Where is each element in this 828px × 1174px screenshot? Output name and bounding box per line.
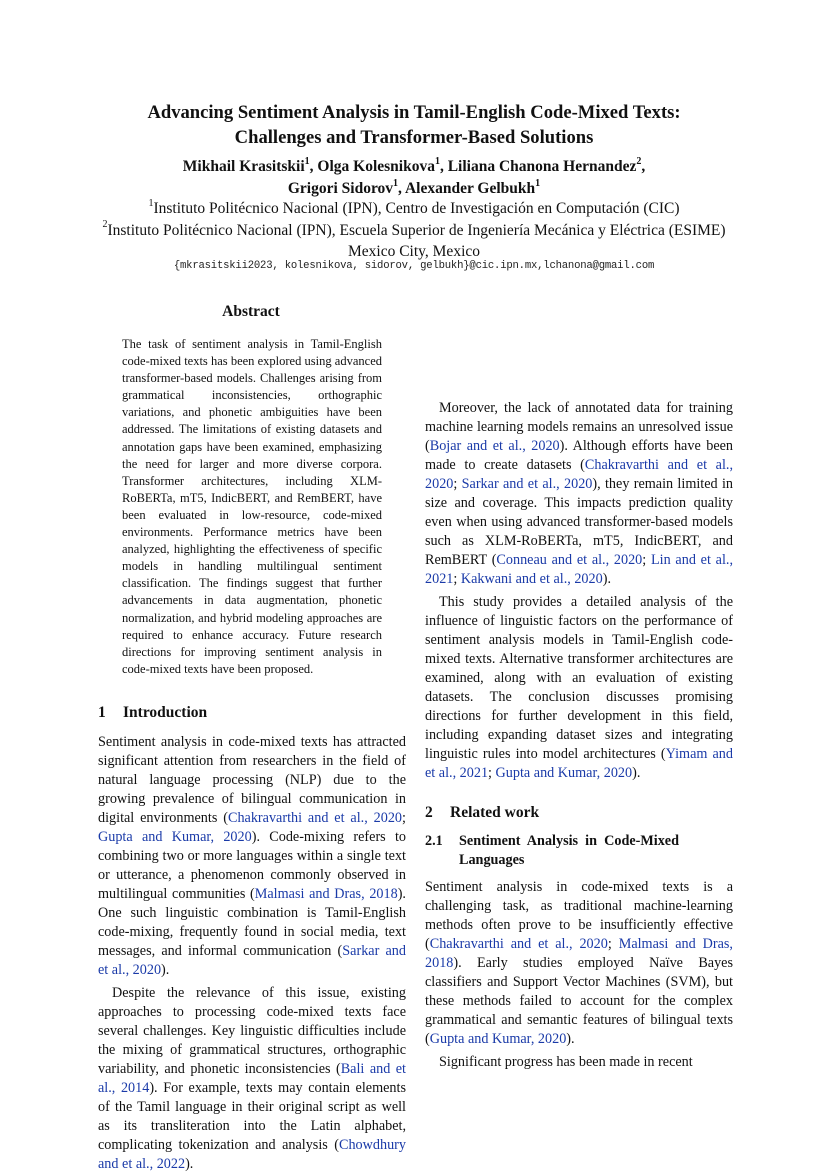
section-heading-introduction — [98, 703, 406, 722]
affiliation-number: 1 — [148, 197, 154, 209]
citation-link[interactable]: Conneau and et al., 2020 — [496, 552, 643, 568]
left-column — [98, 704, 406, 1174]
intro-paragraph-1: Sentiment analysis in code-mixed texts has attracted significant attention from researchers in the field of natural language processing (NLP) due to the growing prevalence of bilingual communication in digital environments (Chakravarthi and et al., 2020; Gupta and Kumar, 2020). Code-mixing refers to combining two or more languages within a single text or utterance, a phenomenon commonly observed in multilingual communities (Malmasi and Dras, 2018). One such linguistic combination is Tamil-English code-mixing, frequently found in social media, text messages, and informal communication (Sarkar and et al., 2020). — [98, 734, 406, 978]
paper-title — [0, 100, 828, 150]
intro-paragraph-2: Despite the relevance of this issue, existing approaches to processing code-mixed texts face several challenges. Key linguistic difficulties include the mixing of grammatical structures, orthographic variability, and phonetic inconsistencies (Bali and et al., 2014). For example, texts may contain elements of the Tamil language in their original script as well as its transliteration into the Latin alphabet, complicating tokenization and analysis (Chowdhury and et al., 2022). — [98, 985, 406, 1172]
author-name: Olga Kolesnikova — [317, 158, 435, 175]
author-affiliation-mark: 1 — [393, 177, 399, 189]
section-title: Introduction — [123, 704, 208, 721]
citation-link[interactable]: Kakwani and et al., 2020 — [460, 571, 603, 587]
abstract-heading: Abstract — [222, 303, 280, 320]
author-list — [0, 156, 828, 200]
citation-link[interactable]: Yimam and et al., 2021 — [425, 746, 733, 781]
author-affiliation-mark: 1 — [434, 155, 440, 167]
affiliation-text: Instituto Politécnico Nacional (IPN), Escuela Superior de Ingeniería Mecánica y Eléctrica (ESIME) — [107, 221, 726, 239]
related-paragraph-2: Significant progress has been made in recent — [439, 1054, 693, 1070]
author-name: Grigori Sidorov — [287, 180, 394, 197]
affiliation-1 — [0, 198, 828, 220]
related-paragraph-1: Sentiment analysis in code-mixed texts is a challenging task, as traditional machine-learning methods often prove to be insufficiently effective (Chakravarthi and et al., 2020; Malmasi and Dras, 2018). Early studies employed Naïve Bayes classifiers and Support Vector Machines (SVM), but these methods failed to account for the complex grammatical and semantic features of bilingual texts (Gupta and Kumar, 2020). — [425, 879, 733, 1047]
author-affiliation-mark: 1 — [304, 155, 310, 167]
section-number: 2 — [425, 804, 433, 821]
citation-link[interactable]: Chowdhury and et al., 2022 — [98, 1137, 406, 1172]
right-column-content — [425, 399, 733, 1072]
citation-link[interactable]: Sarkar and et al., 2020 — [98, 943, 406, 978]
subsection-title: Sentiment Analysis in Code-Mixed Languages — [459, 833, 679, 868]
affiliation-2 — [0, 220, 828, 242]
citation-link[interactable]: Gupta and Kumar, 2020 — [429, 1031, 567, 1047]
citation-link[interactable]: Malmasi and Dras, 2018 — [425, 936, 733, 971]
citation-link[interactable]: Sarkar and et al., 2020 — [461, 476, 593, 492]
author-affiliation-mark: 2 — [636, 155, 642, 167]
subsection-number: 2.1 — [425, 833, 443, 849]
section-number: 1 — [98, 704, 106, 721]
intro-paragraph-4: This study provides a detailed analysis of the influence of linguistic factors on the performance of sentiment analysis models in Tamil-English code-mixed texts. Alternative transformer architectures are examined, along with an evaluation of existing datasets. The conclusion discusses promising directions for further development in this field, including expanding dataset sizes and integrating linguistic rules into model architectures (Yimam and et al., 2021; Gupta and Kumar, 2020). — [425, 594, 733, 781]
author-name: Alexander Gelbukh — [404, 180, 536, 197]
citation-link[interactable]: Gupta and Kumar, 2020 — [495, 765, 633, 781]
citation-link[interactable]: Lin and et al., 2021 — [425, 552, 733, 587]
author-emails: {mkrasitskii2023, kolesnikova, sidorov, gelbukh}@cic.ipn.mx,lchanona@gmail.com — [173, 260, 655, 272]
author-affiliation-mark: 1 — [535, 177, 541, 189]
citation-link[interactable]: Malmasi and Dras, 2018 — [254, 886, 398, 902]
intro-paragraph-3: Moreover, the lack of annotated data for training machine learning models remains an unresolved issue (Bojar and et al., 2020). Although efforts have been made to create datasets (Chakravarthi and et al., 2020; Sarkar and et al., 2020), they remain limited in size and coverage. This impacts prediction quality even when using advanced transformer-based models such as XLM-RoBERTa, mT5, IndicBERT, and RemBERT (Conneau and et al., 2020; Lin and et al., 2021; Kakwani and et al., 2020). — [425, 400, 734, 587]
author-line-2: Grigori Sidorov$^1$, Alexander Gelbukh$^1$ — [287, 177, 541, 197]
subsection-heading — [425, 832, 733, 870]
title-line-1: Advancing Sentiment Analysis in Tamil-English Code-Mixed Texts: — [147, 102, 681, 123]
title-line-2: Challenges and Transformer-Based Solutions — [234, 127, 594, 148]
abstract-text: The task of sentiment analysis in Tamil-English code-mixed texts has been explored using advanced transformer-based models. Challenges arising from grammatical inconsistencies, orthographic variations, and phonetic ambiguities have been addressed. The limitations of existing datasets and annotation gaps have been examined, emphasizing the need for larger and more diverse corpora. Transformer architectures, including XLM-RoBERTa, mT5, IndicBERT, and RemBERT, have been evaluated in low-resource, code-mixed environments. Performance metrics have been analyzed, highlighting the effectiveness of specific models in handling multilingual sentiment classification. The findings suggest that further advancements in data augmentation, phonetic normalization, and hybrid modeling approaches are required to enhance accuracy. Future research directions for improving sentiment analysis in code-mixed texts have been proposed. — [122, 337, 382, 676]
section-title: Related work — [450, 804, 540, 821]
author-line-1: Mikhail Krasitskii$^1$, Olga Kolesnikova$^1$, Liliana Chanona Hernandez$^2$, — [182, 155, 646, 175]
affiliation-text: Instituto Politécnico Nacional (IPN), Centro de Investigación en Computación (CIC) — [153, 200, 680, 217]
author-name: Liliana Chanona Hernandez — [447, 158, 637, 175]
location: Mexico City, Mexico — [347, 243, 480, 260]
citation-link[interactable]: Chakravarthi and et al., 2020 — [425, 457, 734, 492]
affiliation-number: 2 — [102, 219, 108, 231]
section-heading-related-work — [425, 803, 733, 822]
citation-link[interactable]: Bojar and et al., 2020 — [429, 438, 560, 454]
affiliations — [0, 198, 828, 263]
citation-link[interactable]: Chakravarthi and et al., 2020 — [429, 936, 608, 952]
citation-link[interactable]: Gupta and Kumar, 2020 — [98, 829, 252, 845]
author-name: Mikhail Krasitskii — [182, 158, 305, 175]
citation-link[interactable]: Chakravarthi and et al., 2020 — [227, 810, 403, 826]
citation-link[interactable]: Bali and et al., 2014 — [98, 1061, 406, 1096]
